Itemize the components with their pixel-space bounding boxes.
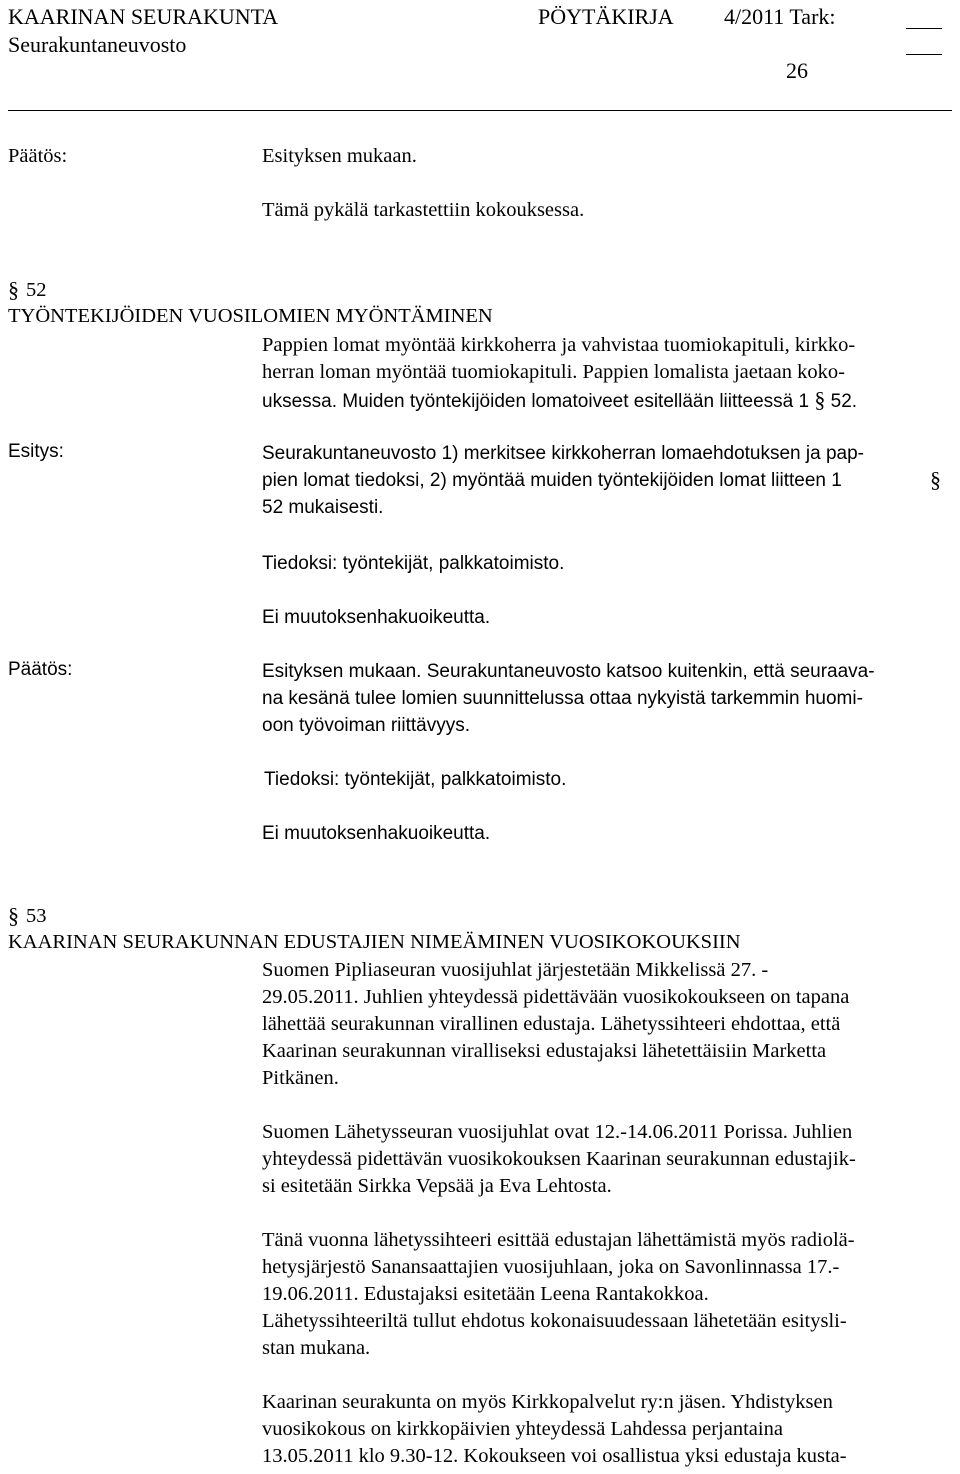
paragraph-line: Tänä vuonna lähetyssihteeri esittää edustajan lähettämistä myös radiolä- (262, 1229, 855, 1251)
decision-line: na kesänä tulee lomien suunnittelussa ottaa nykyistä tarkemmin huomi- (262, 688, 863, 709)
paragraph-line: lähettää seurakunnan virallinen edustaja. Lähetyssihteeri ehdottaa, että (262, 1013, 841, 1035)
section-title: TYÖNTEKIJÖIDEN VUOSILOMIEN MYÖNTÄMINEN (8, 305, 493, 327)
header-rule (8, 110, 952, 111)
paragraph (262, 1227, 952, 1362)
decision-text: Esityksen mukaan. (262, 145, 417, 167)
proposal-label: Esitys: (8, 441, 64, 462)
paragraph-line: hetysjärjestö Sanansaattajien vuosijuhlaan, joka on Savonlinnassa 17.- (262, 1256, 840, 1278)
section-title: KAARINAN SEURAKUNNAN EDUSTAJIEN NIMEÄMINEN VUOSIKOKOUKSIIN (8, 931, 741, 953)
info-line: Tiedoksi: työntekijät, palkkatoimisto. (262, 553, 565, 574)
section-sign-icon: § (930, 467, 941, 492)
paragraph-line: vuosikokous on kirkkopäivien yhteydessä Lahdessa perjantaina (262, 1418, 783, 1440)
page-header (8, 0, 952, 112)
paragraph-line: yhteydessä pidettävän vuosikokouksen Kaarinan seurakunnan edustajik- (262, 1148, 856, 1170)
proposal-text (262, 440, 952, 521)
doc-number: 4/2011 Tark: (724, 4, 836, 29)
proposal-line: 52 mukaisesti. (262, 497, 384, 518)
paragraph-line: Suomen Lähetysseuran vuosijuhlat ovat 12.-14.06.2011 Porissa. Juhlien (262, 1121, 853, 1143)
checked-note: Tämä pykälä tarkastettiin kokouksessa. (262, 199, 585, 221)
section-number: 53 (26, 905, 47, 927)
info-line: Tiedoksi: työntekijät, palkkatoimisto. (264, 769, 567, 790)
intro-line-sans (262, 386, 857, 415)
page-number: 26 (786, 58, 808, 83)
decision-line: oon työvoiman riittävyys. (262, 715, 471, 736)
doc-type: PÖYTÄKIRJA (538, 4, 674, 29)
no-appeal-line: Ei muutoksenhakuoikeutta. (262, 823, 491, 844)
intro-sans-text: uksessa. Muiden työntekijöiden lomatoiveet esitellään liitteessä 1 (262, 391, 810, 412)
proposal-line: Seurakuntaneuvosto 1) merkitsee kirkkoherran lomaehdotuksen ja pap- (262, 443, 864, 464)
intro-sans-suffix: 52. (830, 391, 858, 412)
decision-label: Päätös: (8, 145, 68, 167)
paragraph (262, 957, 952, 1092)
decision-line: Esityksen mukaan. Seurakuntaneuvosto katsoo kuitenkin, että seuraava- (262, 661, 875, 682)
section-sign-icon: § (814, 387, 826, 412)
proposal-line: pien lomat tiedoksi, 2) myöntää muiden työntekijöiden lomat liitteen 1 (262, 470, 842, 491)
section-number: 52 (26, 279, 47, 301)
intro-line: herran loman myöntää tuomiokapituli. Pappien lomalista jaetaan koko- (262, 361, 845, 383)
section-sign-icon: § (8, 277, 19, 302)
paragraph-line: stan mukana. (262, 1337, 371, 1359)
paragraph (262, 1389, 952, 1470)
paragraph-line: Lähetyssihteeriltä tullut ehdotus kokonaisuudessaan lähetetään esitysli- (262, 1310, 847, 1332)
section-sign-icon: § (8, 903, 19, 928)
inspector-blank-2 (906, 36, 942, 55)
paragraph-line: 13.05.2011 klo 9.30-12. Kokoukseen voi osallistua yksi edustaja kusta- (262, 1445, 847, 1467)
paragraph-line: Kaarinan seurakunnan viralliseksi edustajaksi lähetettäisiin Marketta (262, 1040, 827, 1062)
paragraph-line: Suomen Pipliaseuran vuosijuhlat järjestetään Mikkelissä 27. - (262, 959, 769, 981)
inspector-blank-1 (906, 10, 942, 29)
paragraph-line: 19.06.2011. Edustajaksi esitetään Leena Rantakokkoa. (262, 1283, 709, 1305)
decision-text (262, 658, 952, 739)
intro-text (262, 332, 952, 386)
paragraph-line: Pitkänen. (262, 1067, 339, 1089)
paragraph-line: Kaarinan seurakunta on myös Kirkkopalvelut ry:n jäsen. Yhdistyksen (262, 1391, 833, 1413)
decision-label: Päätös: (8, 659, 73, 680)
paragraph (262, 1119, 952, 1200)
body-name: Seurakuntaneuvosto (8, 32, 187, 57)
paragraph-line: 29.05.2011. Juhlien yhteydessä pidettävään vuosikokoukseen on tapana (262, 986, 850, 1008)
org-name: KAARINAN SEURAKUNTA (8, 4, 279, 29)
paragraph-line: si esitetään Sirkka Vepsää ja Eva Lehtosta. (262, 1175, 612, 1197)
no-appeal-line: Ei muutoksenhakuoikeutta. (262, 607, 491, 628)
intro-line: Pappien lomat myöntää kirkkoherra ja vahvistaa tuomiokapituli, kirkko- (262, 334, 856, 356)
